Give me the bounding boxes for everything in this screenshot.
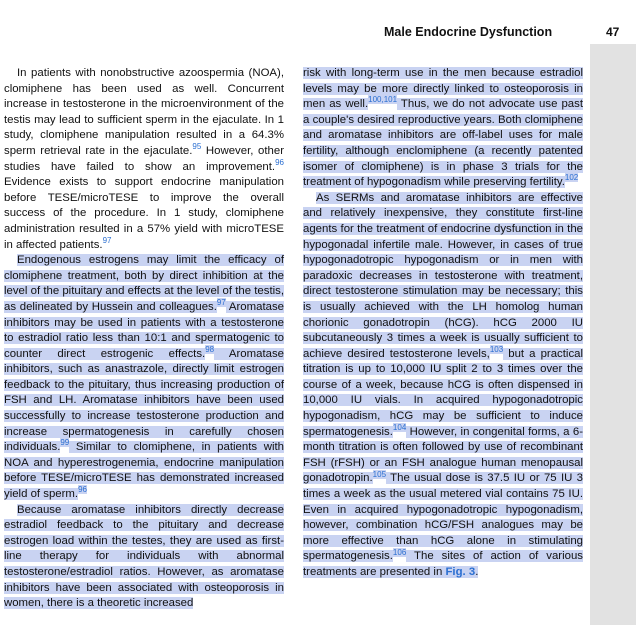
text-run: However, in congenital forms, a 6-month titration is often followed by use of recombinant FSH (rFSH) or an FSH analogue human menopausal gonadotropin.	[303, 425, 583, 485]
paragraph	[4, 503, 284, 612]
citation-ref[interactable]: 99	[60, 438, 70, 448]
paragraph	[303, 191, 583, 581]
citation-ref[interactable]: 96	[275, 157, 284, 167]
text-run: Similar to clomiphene, in patients with NOA and hyperestrogenemia, endocrine manipulation before TESE/microTESE has demonstrated increased yield of sperm.	[4, 441, 284, 501]
citation-ref[interactable]: 96	[78, 485, 87, 495]
citation-ref[interactable]: 106	[392, 547, 407, 557]
citation-ref[interactable]: 105	[372, 469, 387, 479]
text-run: .	[475, 566, 479, 578]
text-run: In patients with nonobstructive azoospermia (NOA), clomiphene has been used as well. Concurrent increase in testosterone in the microenvironment of the testis may lead to sufficient sperm in the ejaculate. In 1 study, clomiphene manipulation resulted in a 64.3% sperm retrieval rate in the ejaculate.	[4, 67, 284, 157]
text-run: Endogenous estrogens may limit the efficacy of clomiphene treatment, both by direct inhibition at the level of the pituitary and effects at the level of the testis, as delineated by Hussein and colleagues.	[4, 254, 284, 313]
margin-bar	[590, 44, 636, 625]
text-run: Thus, we do not advocate use past a couple's desired reproductive years. Both clomiphene and aromatase inhibitors are off-label uses for male fertility, although enclomiphene (a recently patented isomer of clomiphene) is in phase 3 trials for the treatment of hypogonadism while preserving fertility.	[303, 98, 584, 189]
right-column	[303, 66, 583, 581]
citation-ref[interactable]: 103	[489, 344, 504, 354]
citation-ref[interactable]: 97	[216, 298, 226, 308]
citation-ref[interactable]: 95	[192, 142, 202, 152]
citation-ref[interactable]: 97	[102, 235, 112, 245]
left-column	[4, 66, 284, 612]
paragraph	[303, 66, 583, 191]
text-run: Aromatase inhibitors may be used in patients with a testosterone to estradiol ratio less than 10:1 and spermatogenic to counter direct estrogenic effects.	[4, 300, 284, 360]
paragraph	[4, 66, 284, 253]
text-run: risk with long-term use in the men because estradiol levels may be more directly linked to osteoporosis in men as well.	[303, 67, 583, 111]
citation-ref[interactable]: 100,101	[368, 95, 398, 105]
text-run: but a practical titration is up to 10,000 IU split 2 to 3 times over the course of a week, because hCG is often dispensed in 10,000 IU vials. In acquired hypogonadotropic hypogonadism, hCG may be sufficient to induce spermatogenesis.	[303, 347, 583, 438]
page-number: 47	[606, 25, 620, 39]
text-run: The sites of action of various treatments are presented in	[303, 550, 583, 578]
citation-ref[interactable]: 104	[392, 422, 407, 432]
text-run: As SERMs and aromatase inhibitors are effective and relatively inexpensive, they constitute first-line agents for the treatment of endocrine dysfunction in the hypogonadal infertile male. However, in cases of true hypogonadotropic hypogonadism or in men with paradoxic decreases in testosterone with treatment, direct testosterone stimulation may be necessary; this is usually achieved with the LH homolog human chorionic gonadotropin (hCG). hCG 2000 IU subcutaneously 3 times a week is usually sufficient to achieve desired testosterone levels,	[303, 191, 583, 360]
text-run: Aromatase inhibitors, such as anastrazole, directly limit estrogen feedback to the pituitary, thus increasing production of FSH and LH. Aromatase inhibitors have been used successfully to increase testosterone production and increase spermatogenesis in carefully chosen individuals.	[4, 347, 284, 454]
citation-ref[interactable]: 98	[205, 344, 215, 354]
running-title: Male Endocrine Dysfunction	[384, 25, 553, 39]
citation-ref[interactable]: 102	[564, 173, 579, 183]
text-run: Because aromatase inhibitors directly decrease estradiol feedback to the pituitary and decrease estrogen load within the testes, they are used as first-line therapy for individuals with abnormal testosterone/estradiol ratios. However, as aromatase inhibitors have been associated with osteoporosis in women, there is a theoretic increased	[4, 503, 284, 610]
text-run: The usual dose is 37.5 IU or 75 IU 3 times a week as the usual metered vial contains 75 IU. Even in acquired hypogonadotropic hypogonadism, however, combination hCG/FSH analogues may be more effective than hCG alone in stimulating spermatogenesis.	[303, 472, 583, 563]
figure-link[interactable]: Fig. 3	[445, 566, 476, 578]
text-run: Evidence exists to support endocrine manipulation before TESE/microTESE to improve the overall success of the procedure. In 1 study, clomiphene administration resulted in a 57% yield with microTESE in affected patients.	[4, 176, 284, 251]
paragraph	[4, 253, 284, 503]
text-run: However, other studies have failed to show an improvement.	[4, 144, 284, 173]
